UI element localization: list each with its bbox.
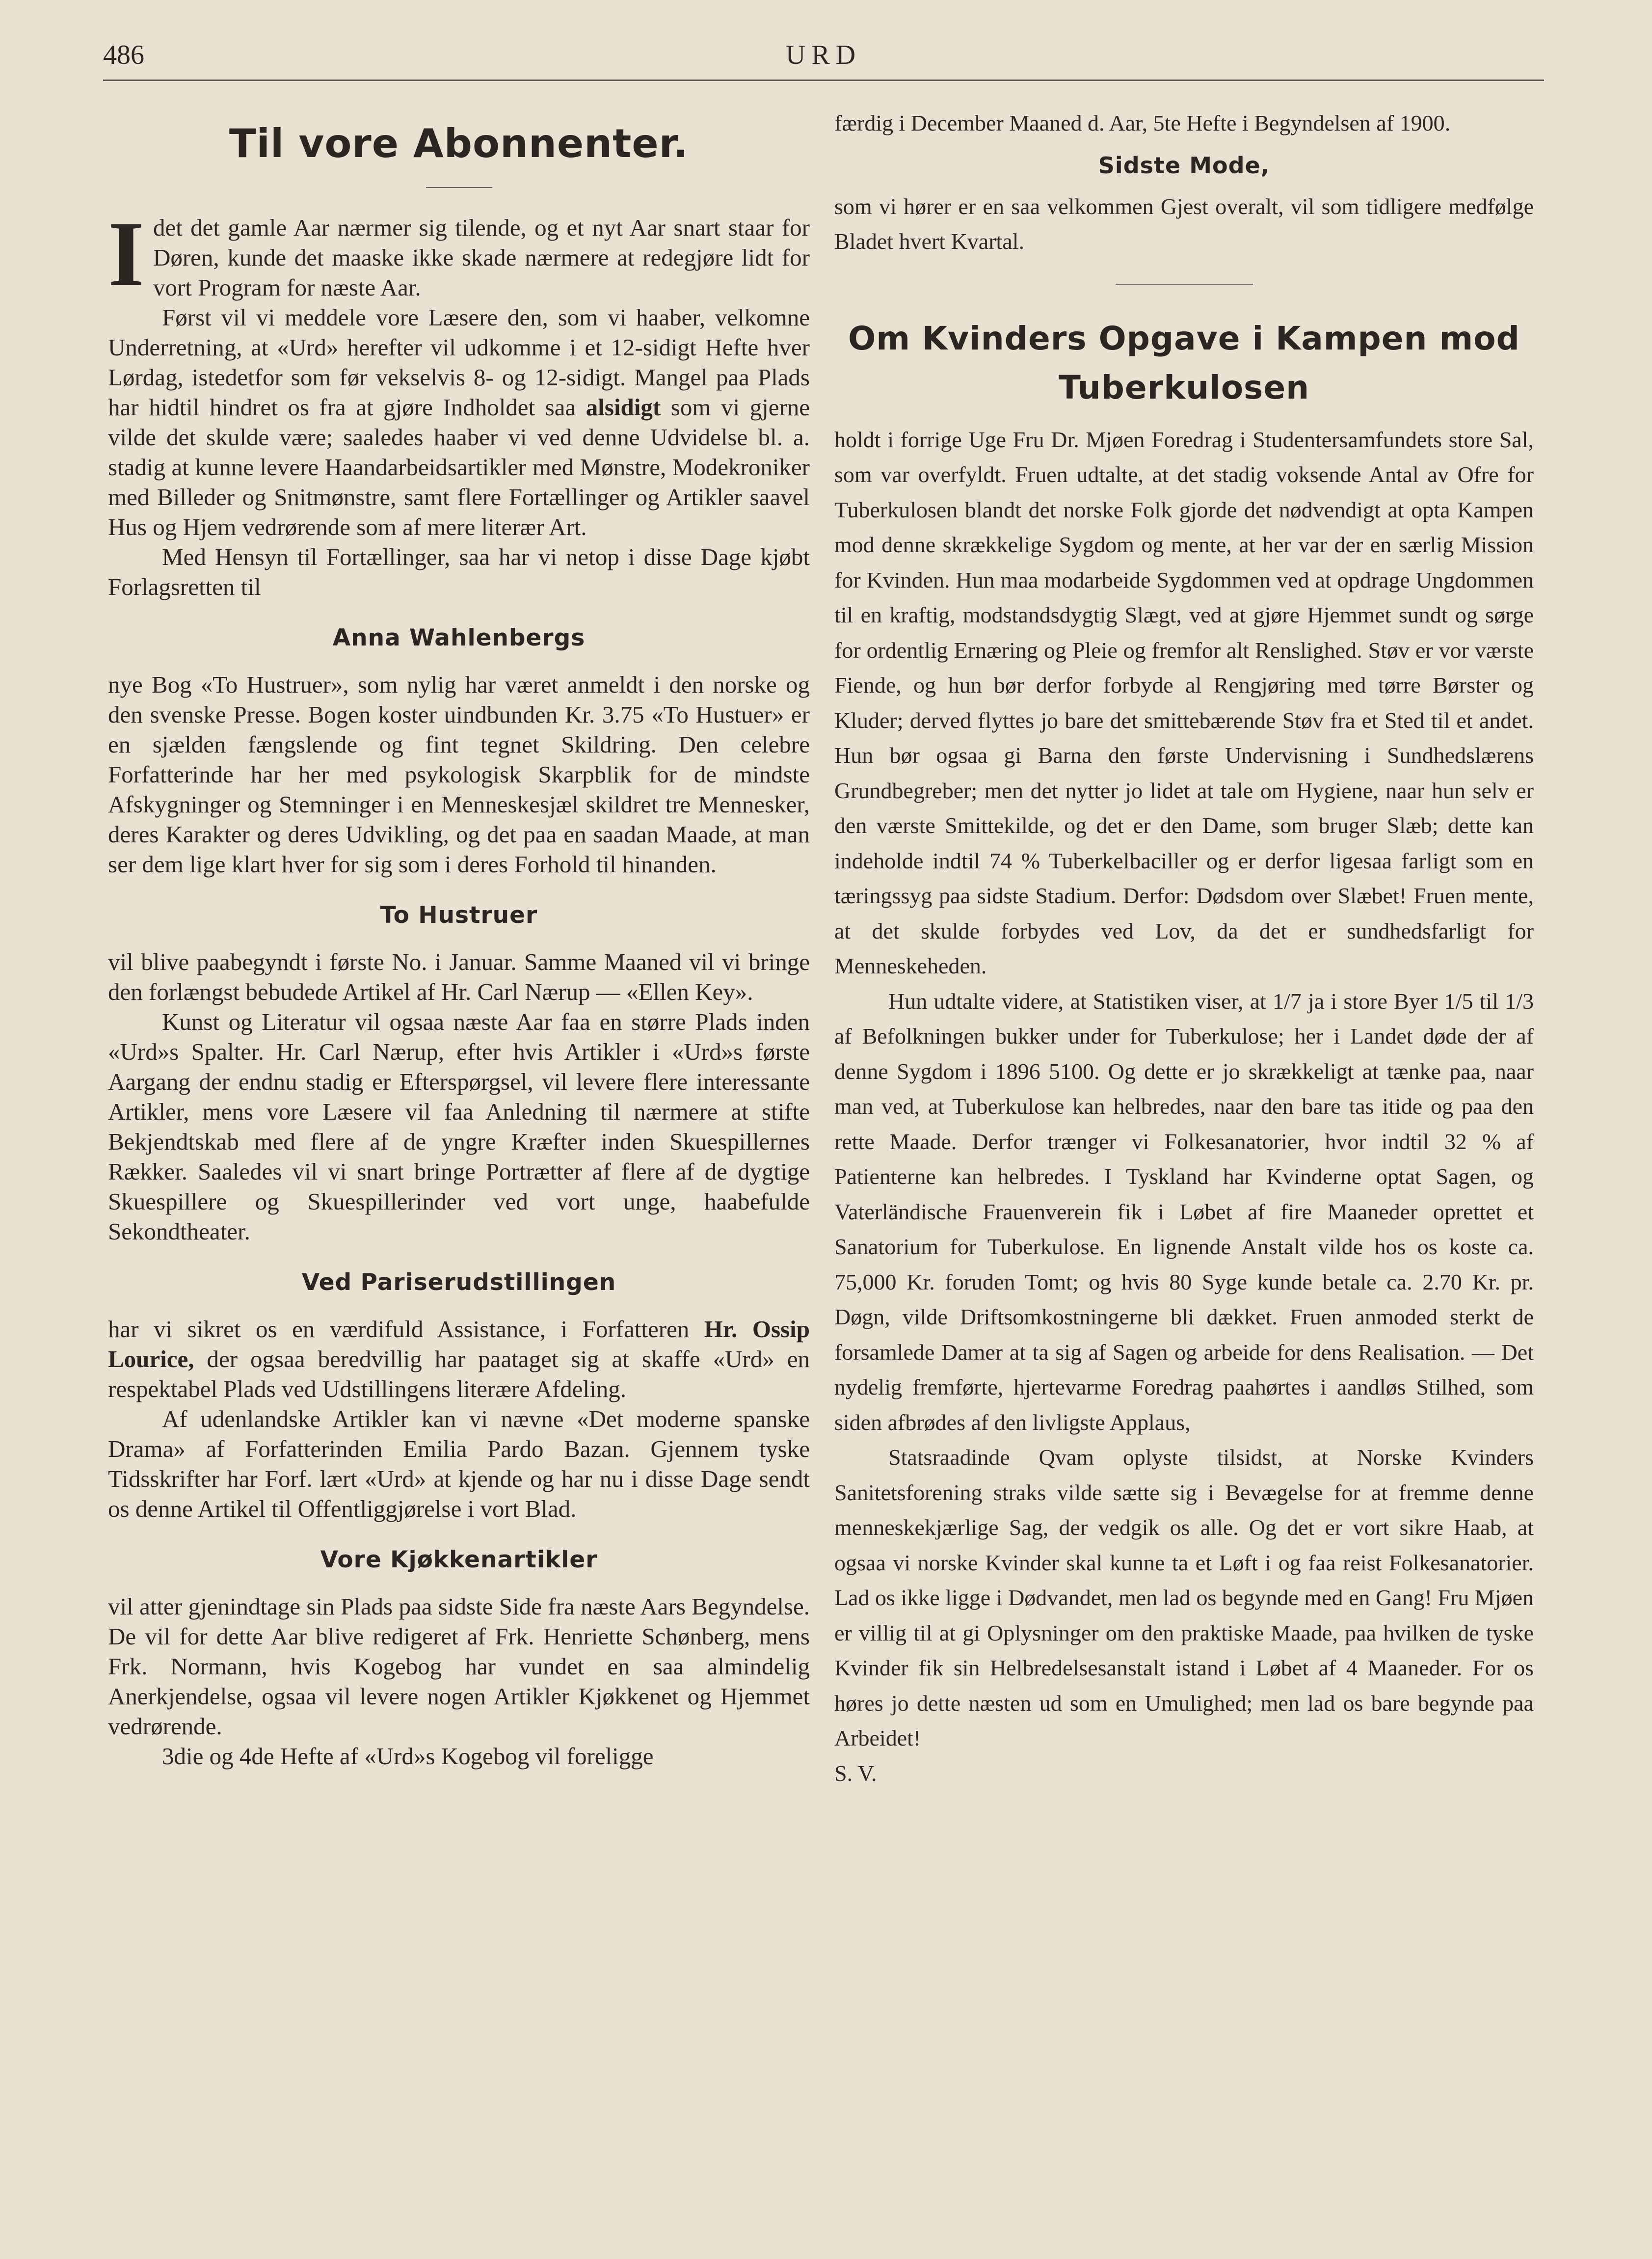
paragraph-4: vil blive paabegyndt i første No. i Januar. Samme Maaned vil vi bringe den forlængst bebudede Artikel af Hr. Carl Nærup — «Ellen Key». [108,948,810,1005]
paragraph-3: nye Bog «To Hustruer», som nylig har været anmeldt i den norske og den svenske Presse. Bogen koster uindbunden Kr. 3.75 «To Hustuer» er en sjælden fængslende og fint tegnet Skildring. Den celebre Forfatterinde har her med psykologisk Skarpblik for de mindste Afskygninger og Stemninger i en Menneskesjæl skildret tre Mennesker, deres Karakter og deres Udvikling, og det paa en saadan Maade, at man ser dem lige klart hver for sig som i deres Forhold til hinanden. [108,671,810,878]
paragraph-1-text-b: som vi gjerne vilde det skulde være; saaledes haaber vi ved denne Udvidelse bl. a. stadig at kunne levere Haandarbeidsartikler med Mønstre, Modekroniker med Billeder og Snitmønstre, samt flere Fortællinger og Artikler saavel Hus og Hjem vedrørende som af mere literær Art. [108,394,810,540]
heading-pariserudstillingen: Ved Pariserudstillingen [301,1269,616,1296]
intro-text: det det gamle Aar nærmer sig tilende, og et nyt Aar snart staar for Døren, kunde det maaske ikke skade nærmere at redegjøre lidt for vort Program for næste Aar. [153,214,810,301]
right-paragraph-0: færdig i December Maaned d. Aar, 5te Hefte i Begyndelsen af 1900. [834,110,1451,135]
title-divider [426,187,492,188]
paragraph-9: 3die og 4de Hefte af «Urd»s Kogebog vil foreligge [162,1743,654,1770]
paragraph-1 [108,302,810,542]
signature: S. V. [834,1760,877,1786]
paragraph-1-bold: alsidigt [586,394,661,421]
paragraph-8: vil atter gjenindtage sin Plads paa sidste Side fra næste Aars Begyndelse. De vil for dette Aar blive redigeret af Frk. Henriette Schønberg, mens Frk. Normann, hvis Kogebog har vundet en saa almindelig Anerkjendelse, ogsaa vil levere nogen Artikler Kjøkkenet og Hjemmet vedrørende. [108,1593,810,1740]
right-column [834,106,1534,2231]
paragraph-6 [108,1314,810,1404]
page-number: 486 [103,40,144,70]
left-column [108,106,810,2231]
paragraph-1-text-a: Først vil vi meddele vore Læsere den, som vi haaber, velkomne Underretning, at «Urd» herefter vil udkomme i et 12-sidigt Hefte hver Lørdag, istedetfor som før vekselvis 8- og 12-sidigt. Mangel paa Plads har hidtil hindret os fra at gjøre Indholdet saa [108,304,810,421]
drop-cap: I [108,203,144,306]
right-paragraph-4: Statsraadinde Qvam oplyste tilsidst, at Norske Kvinders Sanitetsforening straks vilde sætte sig i Bevægelse for at fremme denne menneskekjærlige Sag, der vedgik os alle. Og det er vort sikre Haab, at ogsaa vi norske Kvinder skal kunne ta et Løft i og faa reist Folkesanatorier. Lad os ikke ligge i Dødvandet, men lad os begynde med en Gang! Fru Mjøen er villig til at gi Oplysninger om den praktiske Maade, paa hvilken de tyske Kvinder fik sin Helbredelsesanstalt istand i Løbet af 4 Maaneder. For os høres jo dette næsten ud som en Umulighed; men lad os bare begynde paa Arbeidet! [834,1445,1534,1750]
running-title: URD [785,40,862,70]
heading-kjokkenartikler: Vore Kjøkkenartikler [320,1546,598,1573]
heading-to-hustruer: To Hustruer [380,902,538,929]
intro-paragraph [108,203,810,306]
paragraph-6-bold: Hr. Ossip Lourice, [108,1316,810,1372]
heading-sidste-mode: Sidste Mode, [1098,152,1270,179]
heading-anna-wahlenbergs: Anna Wahlenbergs [332,624,586,651]
paragraph-6-text-a: har vi sikret os en værdifuld Assistance, i Forfatteren [108,1316,690,1343]
right-paragraph-2: holdt i forrige Uge Fru Dr. Mjøen Foredrag i Studentersamfundets store Sal, som var overfyldt. Fruen udtalte, at det stadig voksende Antal av Ofre for Tuberkulosen blandt det norske Folk gjorde det nødvendigt at opta Kampen mod denne skrækkelige Sygdom og mente, at her var der en særlig Mission for Kvinden. Hun maa modarbeide Sygdommen ved at opdrage Ungdommen til en kraftig, modstandsdygtig Slægt, ved at gjøre Hjemmet sundt og sørge for ordentlig Ernæring og Pleie og fremfor alt Renslighed. Støv er vor værste Fiende, og hun bør derfor forbyde al Rengjøring med tørre Børster og Kluder; derved flyttes jo bare det smittebærende Støv fra et Sted til et andet. Hun bør ogsaa gi Barna den første Undervisning i Sundhedslærens Grundbegreber; men det nytter jo lidet at tale om Hygiene, naar hun selv er den værste Smittekilde, og det er den Dame, som bruger Slæb; dette kan indeholde indtil 74 % Tuberkelbaciller og er derfor ligesaa farligt som en tæringssyg paa sidste Stadium. Derfor: Dødsdom over Slæbet! Fruen mente, at det skulde forbydes ved Lov, da det er sundhedsfarligt for Menneskeheden. [834,427,1534,978]
right-paragraph-3: Hun udtalte videre, at Statistiken viser, at 1/7 ja i store Byer 1/5 til 1/3 af Befolkningen bukker under for Tuberkulose; her i Landet døde der af denne Sygdom i 1896 5100. Og dette er jo skrækkeligt at tænke paa, naar man ved, at Tuberkulose kan helbredes, naar den bare tas itide og paa den rette Maade. Derfor trænger vi Folkesanatorier, hvor indtil 32 % af Patienterne kan helbredes. I Tyskland har Kvinderne optat Sagen, og Vaterländische Frauenverein fik i Løbet af fire Maaneder oprettet et Sanatorium for Tuberkulose. En lignende Anstalt vilde hos os koste ca. 75,000 Kr. foruden Tomt; og hvis 80 Syge kunde betale ca. 2.70 Kr. pr. Døgn, vilde Driftsomkostningerne bli dækket. Fruen anmoded sterkt de forsamlede Damer at ta sig af Sagen og arbeide for dens Realisation. — Det nydelig fremførte, hjertevarme Foredrag paahørtes i aandløs Stilhed, som siden afbrødes af den livligste Applaus, [834,988,1534,1435]
paragraph-5: Kunst og Literatur vil ogsaa næste Aar faa en større Plads inden «Urd»s Spalter. Hr. Carl Nærup, efter hvis Artikler i «Urd»s første Aargang der endnu stadig er Efterspørgsel, vil levere flere interessante Artikler, mens vore Læsere vil faa Anledning til nærmere at stifte Bekjendtskab med flere af de yngre Kræfter inden Skuespillernes Rækker. Saaledes vil vi snart bringe Portrætter af flere af de dygtige Skuespillere og Skuespillerinder ved vort unge, haabefulde Sekondtheater. [108,1008,810,1245]
paragraph-6-text-b: der ogsaa beredvillig har paataget sig at skaffe «Urd» en respektabel Plads ved Udstillingens literære Afdeling. [108,1345,810,1402]
paragraph-2: Med Hensyn til Fortællinger, saa har vi netop i disse Dage kjøbt Forlagsretten til [108,543,810,600]
page-header [103,39,1544,88]
header-rule [103,80,1544,81]
paragraph-7: Af udenlandske Artikler kan vi nævne «Det moderne spanske Drama» af Forfatterinden Emilia Pardo Bazan. Gjennem tyske Tidsskrifter har Forf. lært «Urd» at kjende og har nu i disse Dage sendt os denne Artikel til Offentliggjørelse i vort Blad. [108,1405,810,1522]
right-paragraph-1: som vi hører er en saa velkommen Gjest overalt, vil som tidligere medfølge Bladet hvert Kvartal. [834,193,1534,254]
article-title-tuberkulosen: Om Kvinders Opgave i Kampen mod Tuberkulosen [848,319,1520,406]
section-divider [1116,284,1253,285]
article-title-abonnenter: Til vore Abonnenter. [229,121,689,166]
